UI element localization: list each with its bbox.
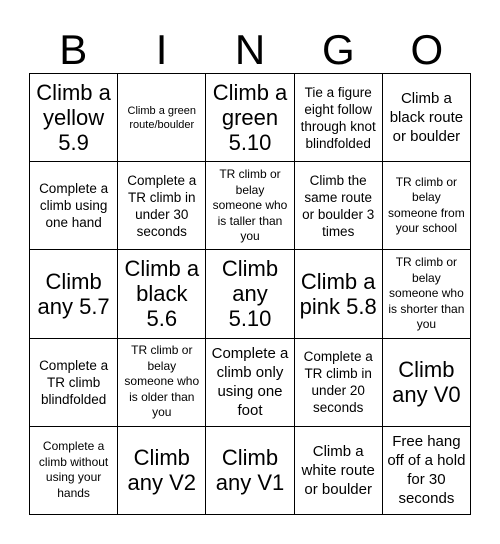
header-letter-i: I — [155, 26, 168, 73]
bingo-cell-r4c1[interactable] — [30, 339, 118, 427]
header-letter-b: B — [59, 26, 88, 73]
header-letter-o: O — [410, 26, 444, 73]
bingo-cell-r5c2[interactable] — [118, 427, 206, 515]
cell-text: Climb any V0 — [392, 357, 461, 408]
header-letter-n: N — [234, 26, 266, 73]
bingo-cell-r4c4[interactable] — [295, 339, 383, 427]
cell-text: TR climb or belay someone from your school — [388, 174, 465, 236]
cell-text: Climb a yellow 5.9 — [36, 80, 111, 156]
bingo-cell-r3c1[interactable] — [30, 250, 118, 338]
bingo-board — [29, 73, 471, 515]
bingo-cell-r2c2[interactable] — [118, 162, 206, 250]
bingo-header — [29, 26, 471, 74]
cell-text: Climb the same route or boulder 3 times — [302, 172, 375, 239]
bingo-cell-r1c5[interactable] — [383, 74, 471, 162]
cell-text: Complete a TR climb in under 20 seconds — [303, 349, 373, 416]
bingo-cell-r2c1[interactable] — [30, 162, 118, 250]
bingo-cell-r4c3[interactable] — [206, 339, 294, 427]
bingo-cell-r1c1[interactable] — [30, 74, 118, 162]
header-letter-g: G — [322, 26, 355, 73]
cell-text: Climb a pink 5.8 — [299, 268, 377, 319]
bingo-cell-r4c5[interactable] — [383, 339, 471, 427]
cell-text: Climb a black 5.6 — [124, 256, 200, 332]
cell-text: Climb any V2 — [127, 445, 197, 496]
bingo-cell-r5c3[interactable] — [206, 427, 294, 515]
bingo-cell-r3c4[interactable] — [295, 250, 383, 338]
bingo-cell-r2c4[interactable] — [295, 162, 383, 250]
cell-text: Complete a climb only using one foot — [211, 345, 289, 420]
bingo-cell-r5c4[interactable] — [295, 427, 383, 515]
cell-text: Climb a black route or boulder — [389, 90, 464, 146]
cell-text: Climb a green route/boulder — [127, 104, 197, 131]
bingo-cell-r3c3[interactable] — [206, 250, 294, 338]
cell-text: TR climb or belay someone who is taller than you — [212, 167, 288, 244]
bingo-cell-r2c5[interactable] — [383, 162, 471, 250]
bingo-cell-r1c4[interactable] — [295, 74, 383, 162]
bingo-cell-r3c2[interactable] — [118, 250, 206, 338]
bingo-cell-r1c3[interactable] — [206, 74, 294, 162]
bingo-cell-r4c2[interactable] — [118, 339, 206, 427]
bingo-cell-r2c3[interactable] — [206, 162, 294, 250]
bingo-cell-r1c2[interactable] — [118, 74, 206, 162]
cell-text: Complete a climb using one hand — [39, 181, 109, 231]
cell-text: Complete a TR climb blindfolded — [39, 357, 109, 407]
bingo-cell-r3c5[interactable] — [383, 250, 471, 338]
cell-text: Climb any 5.7 — [37, 268, 110, 319]
cell-text: TR climb or belay someone who is older than you — [124, 343, 200, 420]
cell-text: Climb any 5.10 — [221, 256, 279, 332]
bingo-cell-r5c1[interactable] — [30, 427, 118, 515]
cell-text: Climb a green 5.10 — [212, 80, 288, 156]
cell-text: TR climb or belay someone who is shorter than you — [388, 255, 465, 332]
cell-text: Complete a TR climb in under 30 seconds — [127, 172, 197, 239]
cell-text: Tie a figure eight follow through knot blindfolded — [300, 84, 376, 151]
cell-text: Climb any V1 — [215, 445, 285, 496]
bingo-cell-r5c5[interactable] — [383, 427, 471, 515]
cell-text: Climb a white route or boulder — [301, 442, 375, 498]
cell-text: Free hang off of a hold for 30 seconds — [387, 433, 466, 508]
cell-text: Complete a climb without using your hands — [38, 439, 109, 500]
